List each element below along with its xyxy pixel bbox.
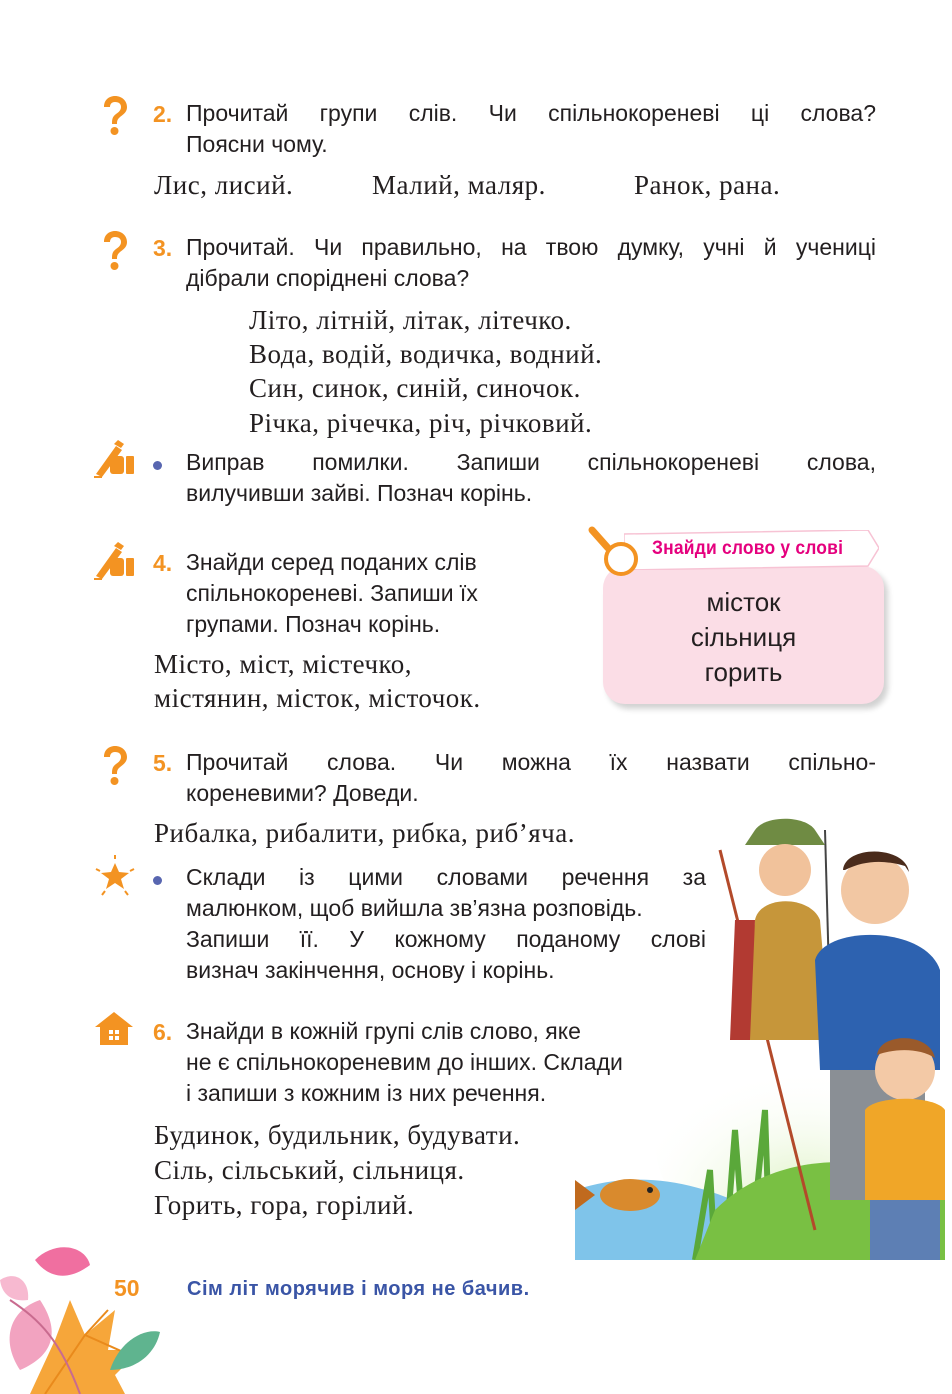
task-line: дібрали споріднені слова? (186, 265, 470, 291)
task-line: і запиши з кожним із них речення. (186, 1080, 547, 1106)
task-2-text (186, 98, 876, 160)
pink-leaf (35, 1247, 90, 1275)
proverb: Сім літ морячив і моря не бачив. (187, 1278, 530, 1300)
task-line: вилучивши зайві. Познач корінь. (186, 480, 533, 506)
bullet (153, 876, 162, 885)
word-group: Лис, лисий. (154, 170, 294, 200)
task-line: спільнокореневі. Запиши їх (186, 580, 478, 606)
question-mark-icon (100, 230, 130, 272)
word-in-word-item: горить (704, 657, 783, 687)
task-number: 6. (153, 1019, 173, 1045)
word-group: Сіль, сільський, сільниця. (154, 1155, 465, 1185)
word-group: Син, синок, синій, синочок. (249, 373, 581, 403)
task-line: Знайди серед поданих слів (186, 549, 477, 575)
word-in-word-item: сільниця (690, 622, 797, 652)
task-line: Поясни чому. (186, 131, 328, 157)
word-group: Літо, літній, літак, літечко. (249, 305, 572, 335)
pink-leaf (10, 1300, 52, 1370)
task-3-text (186, 232, 876, 294)
task-line: не є спільнокореневим до інших. Склади (186, 1049, 623, 1075)
word-group: Рибалка, рибалити, рибка, риб’яча. (154, 818, 575, 848)
house-icon (93, 1010, 135, 1046)
word-group: Ранок, рана. (634, 170, 781, 200)
word-group: Річка, річечка, річ, річковий. (249, 408, 593, 438)
task-3-bullet-text (186, 447, 876, 509)
word-in-word-list (603, 585, 884, 690)
task-line: Прочитай групи слів. Чи спільнокореневі ці слова? (186, 100, 876, 126)
word-group: Вода, водій, водичка, водний. (249, 339, 603, 369)
task-number: 2. (153, 101, 173, 127)
task-line: Склади із цими словами речення за (186, 864, 706, 890)
pencil-hand-icon (92, 440, 136, 478)
word-group: Місто, міст, містечко, (154, 649, 413, 679)
question-mark-icon (100, 95, 130, 137)
task-line: визнач закінчення, основу і корінь. (186, 957, 555, 983)
task-line: Знайди в кожній групі слів слово, яке (186, 1018, 581, 1044)
task-line: кореневими? Доведи. (186, 780, 419, 806)
task-number: 4. (153, 550, 173, 576)
word-group: Малий, маляр. (372, 170, 546, 200)
page-number: 50 (114, 1275, 140, 1301)
task-5-text (186, 747, 876, 809)
task-6-text (186, 1016, 716, 1109)
word-group: містянин, місток, місточок. (154, 683, 481, 713)
word-in-word-item: місток (706, 587, 781, 617)
task-5-bullet-text (186, 862, 706, 986)
word-group: Будинок, будильник, будувати. (154, 1120, 521, 1150)
question-mark-icon (100, 745, 130, 787)
task-line: групами. Познач корінь. (186, 611, 441, 637)
task-line: Прочитай слова. Чи можна їх назвати спільно- (186, 749, 876, 775)
bullet (153, 461, 162, 470)
word-group: Горить, гора, горілий. (154, 1190, 415, 1220)
task-number: 3. (153, 235, 173, 261)
autumn-leaves-decoration (0, 1240, 170, 1394)
task-number: 5. (153, 750, 173, 776)
task-line: Запиши її. У кожному поданому слові (186, 926, 706, 952)
task-line: Прочитай. Чи правильно, на твою думку, учні й учениці (186, 234, 876, 260)
pink-leaf (0, 1276, 28, 1300)
pencil-hand-icon (92, 542, 136, 580)
word-in-word-label: Знайди слово у слові (652, 538, 844, 559)
magnifier-icon (586, 524, 642, 580)
star-icon (94, 855, 136, 897)
task-4-text (186, 547, 546, 640)
task-line: малюнком, щоб вийшла зв’язна розповідь. (186, 895, 643, 921)
task-line: Виправ помилки. Запиши спільнокореневі слова, (186, 449, 876, 475)
